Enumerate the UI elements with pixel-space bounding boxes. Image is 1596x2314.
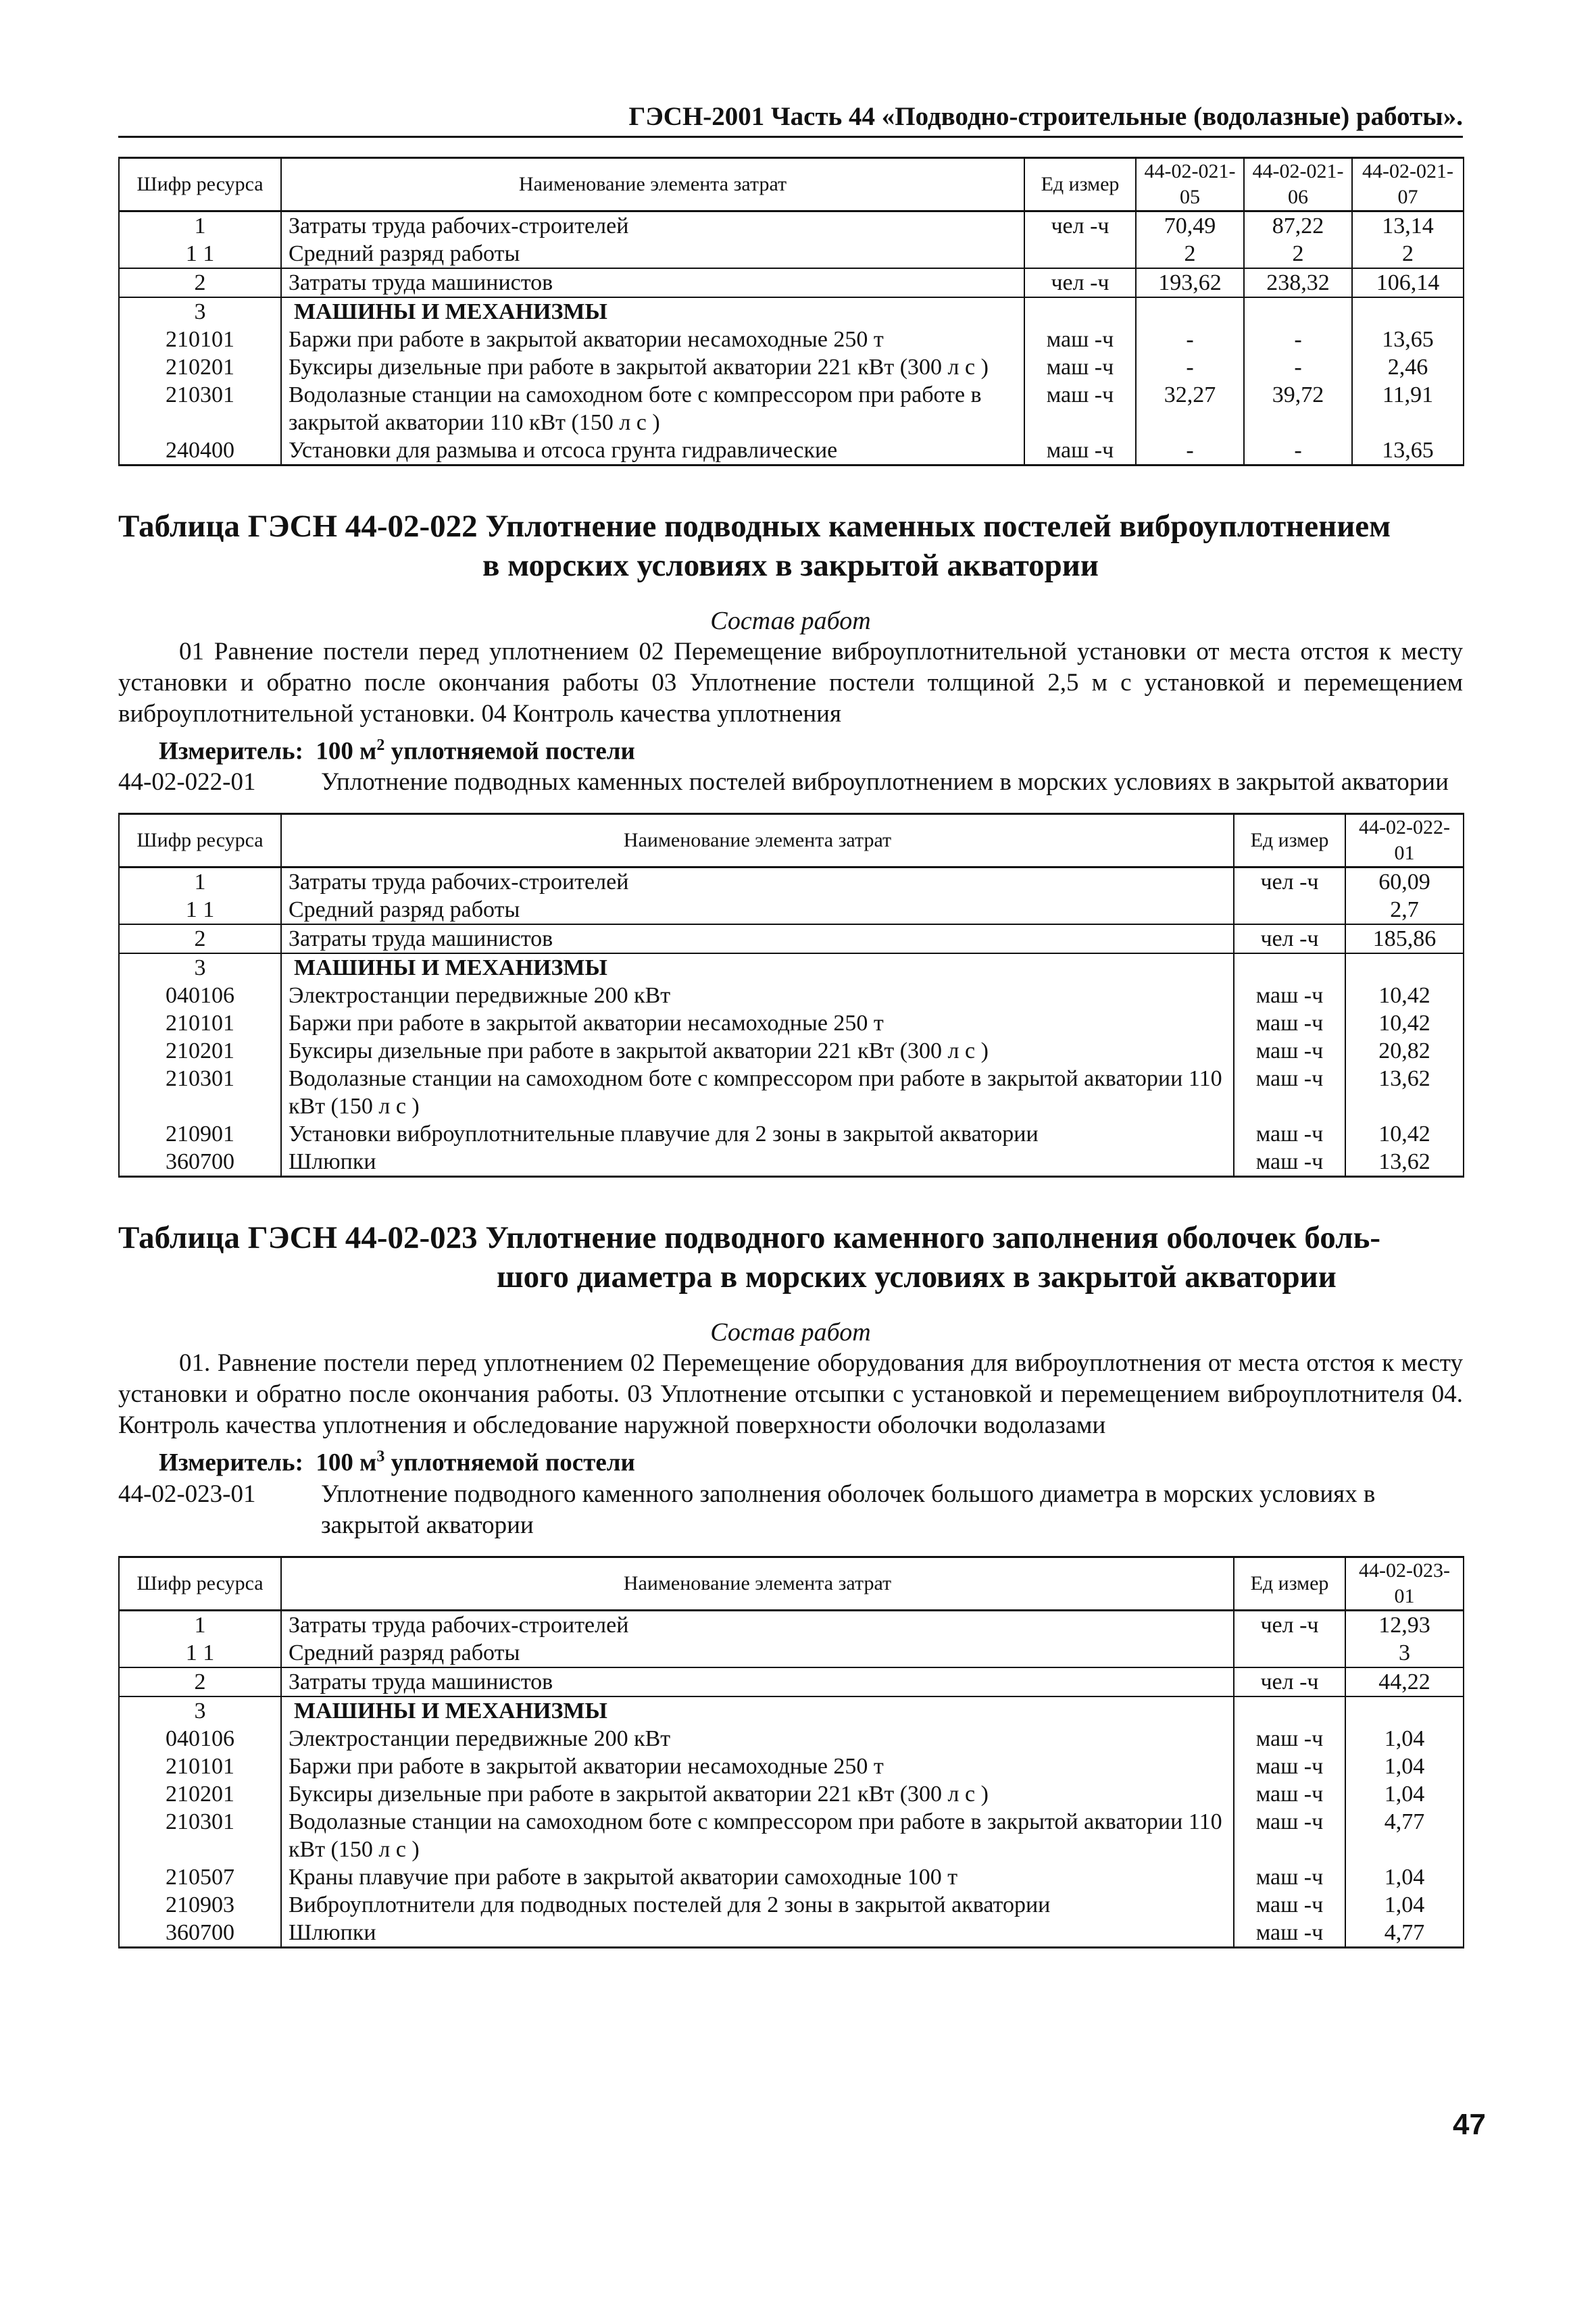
value-cell: 106,14: [1352, 268, 1464, 297]
resource-name-cell: Затраты труда машинистов: [281, 268, 1024, 297]
resource-name-cell: Электростанции передвижные 200 кВт: [281, 982, 1234, 1009]
resource-name-cell: Шлюпки: [281, 1148, 1234, 1177]
resource-name-cell: Установки виброуплотнительные плавучие для 2 зоны в закрытой акватории: [281, 1120, 1234, 1148]
value-cell: 185,86: [1345, 924, 1464, 953]
resource-code-cell: 1: [119, 867, 281, 897]
resource-name-cell: Затраты труда машинистов: [281, 924, 1234, 953]
work-composition-text: 01 Равнение постели перед уплотнением 02 Перемещение виброуплотнительной установки от места отстоя к месту установки и обратно после окончания работы 03 Уплотнение постели толщиной 2,5 м с установкой и перемещением виброуплотнительной установки. 04 Контроль качества уплотнения: [118, 638, 1463, 728]
value-cell: 87,22: [1244, 211, 1352, 241]
value-cell: 70,49: [1136, 211, 1244, 241]
value-cell: 3: [1345, 1639, 1464, 1667]
unit-cell: маш -ч: [1024, 326, 1136, 353]
resource-code-cell: 210101: [119, 326, 281, 353]
norm-code: 44-02-022-01: [118, 768, 256, 797]
column-header-code: Шифр ресурса: [119, 1557, 281, 1610]
unit-cell: маш -ч: [1234, 1120, 1345, 1148]
table-row: [119, 1891, 1464, 1919]
resource-name-cell: Средний разряд работы: [281, 240, 1024, 268]
unit-cell: маш -ч: [1234, 1891, 1345, 1919]
value-cell: 2,7: [1345, 896, 1464, 924]
resource-name-cell: Затраты труда рабочих-строителей: [281, 867, 1234, 897]
resource-name-cell: МАШИНЫ И МЕХАНИЗМЫ: [281, 1696, 1234, 1725]
unit-cell: [1234, 1639, 1345, 1667]
measure-power: 2: [376, 736, 385, 754]
value-cell: 13,65: [1352, 326, 1464, 353]
running-header: ГЭСН-2001 Часть 44 «Подводно-строительные (водолазные) работы».: [118, 101, 1463, 138]
column-header-name: Наименование элемента затрат: [281, 158, 1024, 211]
value-cell: 10,42: [1345, 1009, 1464, 1037]
resource-name-cell: Установки для размыва и отсоса грунта гидравлические: [281, 436, 1024, 466]
page-number: 47: [1453, 2108, 1486, 2141]
value-cell: 10,42: [1345, 982, 1464, 1009]
table-row: [119, 1148, 1464, 1177]
resource-name-cell: Шлюпки: [281, 1919, 1234, 1948]
value-cell: 1,04: [1345, 1891, 1464, 1919]
resource-code-cell: 1 1: [119, 240, 281, 268]
column-header-unit: Ед измер: [1024, 158, 1136, 211]
resource-name-cell: Водолазные станции на самоходном боте с компрессором при работе в закрытой акватории 110 кВт (150 л с ): [281, 381, 1024, 436]
table-row: [119, 436, 1464, 466]
table-row: [119, 240, 1464, 268]
column-header-norm-1: 44-02-022-01: [1345, 814, 1464, 867]
value-cell: [1345, 953, 1464, 982]
table-row: [119, 326, 1464, 353]
table-title-022: [118, 507, 1463, 585]
table-row: [119, 268, 1464, 297]
value-cell: 2,46: [1352, 353, 1464, 381]
value-cell: 2: [1244, 240, 1352, 268]
resource-name-cell: Средний разряд работы: [281, 896, 1234, 924]
table-row: [119, 1753, 1464, 1780]
unit-cell: маш -ч: [1234, 1725, 1345, 1753]
unit-cell: чел -ч: [1234, 867, 1345, 897]
table-row: [119, 896, 1464, 924]
resource-code-cell: 210301: [119, 381, 281, 436]
resource-name-cell: Буксиры дизельные при работе в закрытой акватории 221 кВт (300 л с ): [281, 353, 1024, 381]
table-title-023: [118, 1218, 1463, 1297]
table-row: [119, 1696, 1464, 1725]
table-row: [119, 1639, 1464, 1667]
unit-cell: [1234, 953, 1345, 982]
value-cell: 12,93: [1345, 1610, 1464, 1639]
resource-code-cell: 360700: [119, 1919, 281, 1948]
unit-cell: чел -ч: [1234, 1610, 1345, 1639]
table-row: [119, 982, 1464, 1009]
unit-cell: маш -ч: [1234, 1863, 1345, 1891]
unit-cell: маш -ч: [1234, 1148, 1345, 1177]
resource-name-cell: Затраты труда машинистов: [281, 1667, 1234, 1696]
column-header-code: Шифр ресурса: [119, 158, 281, 211]
unit-cell: [1024, 240, 1136, 268]
resource-code-cell: 040106: [119, 982, 281, 1009]
measure-unit: [118, 730, 1463, 767]
value-cell: 1,04: [1345, 1863, 1464, 1891]
table-row: [119, 953, 1464, 982]
resource-code-cell: 360700: [119, 1148, 281, 1177]
value-cell: -: [1244, 436, 1352, 466]
resource-name-cell: Виброуплотнители для подводных постелей для 2 зоны в закрытой акватории: [281, 1891, 1234, 1919]
table-row: [119, 1725, 1464, 1753]
unit-cell: чел -ч: [1234, 924, 1345, 953]
work-composition-text: 01. Равнение постели перед уплотнением 02 Перемещение оборудования для виброуплотнения от места отстоя к месту установки и обратно после окончания работы. 03 Уплотнение отсыпки с установкой и перемещением виброуплотнителя 04. Контроль качества уплотнения и обследование наружной поверхности оболочки водолазами: [118, 1349, 1463, 1440]
measure-value: 100 м: [316, 1449, 377, 1477]
norm-code: 44-02-023-01: [118, 1480, 256, 1508]
value-cell: [1352, 297, 1464, 326]
value-cell: 1,04: [1345, 1780, 1464, 1808]
resource-code-cell: 3: [119, 1696, 281, 1725]
table-row: [119, 211, 1464, 241]
table-row: [119, 1863, 1464, 1891]
resource-name-cell: Средний разряд работы: [281, 1639, 1234, 1667]
value-cell: [1345, 1696, 1464, 1725]
value-cell: 2: [1352, 240, 1464, 268]
table-title-line: шого диаметра в морских условиях в закрытой акватории: [497, 1259, 1337, 1295]
resource-name-cell: Водолазные станции на самоходном боте с компрессором при работе в закрытой акватории 110 кВт (150 л с ): [281, 1065, 1234, 1120]
unit-cell: [1234, 1696, 1345, 1725]
resource-code-cell: 210201: [119, 353, 281, 381]
value-cell: -: [1244, 326, 1352, 353]
table-row: [119, 1120, 1464, 1148]
resource-code-cell: 210201: [119, 1780, 281, 1808]
unit-cell: [1024, 297, 1136, 326]
resource-name-cell: МАШИНЫ И МЕХАНИЗМЫ: [281, 297, 1024, 326]
column-header-norm-3: 44-02-021-07: [1352, 158, 1464, 211]
measure-rest: уплотняемой постели: [384, 737, 635, 765]
column-header-norm-2: 44-02-021-06: [1244, 158, 1352, 211]
value-cell: 13,14: [1352, 211, 1464, 241]
unit-cell: маш -ч: [1234, 982, 1345, 1009]
resource-name-cell: Буксиры дизельные при работе в закрытой акватории 221 кВт (300 л с ): [281, 1037, 1234, 1065]
resource-code-cell: 2: [119, 924, 281, 953]
table-title-line: Таблица ГЭСН 44-02-023 Уплотнение подводного каменного заполнения оболочек боль-: [118, 1220, 1381, 1256]
resource-code-cell: 1 1: [119, 1639, 281, 1667]
table-row: [119, 1808, 1464, 1863]
resource-name-cell: Водолазные станции на самоходном боте с компрессором при работе в закрытой акватории 110 кВт (150 л с ): [281, 1808, 1234, 1863]
resource-code-cell: 210201: [119, 1037, 281, 1065]
table-body: [119, 211, 1464, 466]
measure-unit: [118, 1441, 1463, 1478]
table-row: [119, 1919, 1464, 1948]
unit-cell: маш -ч: [1234, 1037, 1345, 1065]
table-body: [119, 867, 1464, 1177]
resource-code-cell: 210301: [119, 1808, 281, 1863]
resource-code-cell: 210507: [119, 1863, 281, 1891]
resource-name-cell: Электростанции передвижные 200 кВт: [281, 1725, 1234, 1753]
value-cell: 2: [1136, 240, 1244, 268]
table-row: [119, 381, 1464, 436]
norm-text: Уплотнение подводного каменного заполнения оболочек большого диаметра в морских условиях в закрытой акватории: [321, 1480, 1376, 1539]
unit-cell: чел -ч: [1024, 211, 1136, 241]
table-row: [119, 1667, 1464, 1696]
table-row: [119, 924, 1464, 953]
value-cell: 60,09: [1345, 867, 1464, 897]
resource-code-cell: 3: [119, 953, 281, 982]
value-cell: 1,04: [1345, 1753, 1464, 1780]
resource-code-cell: 040106: [119, 1725, 281, 1753]
resource-name-cell: Буксиры дизельные при работе в закрытой акватории 221 кВт (300 л с ): [281, 1780, 1234, 1808]
table-row: [119, 1065, 1464, 1120]
value-cell: [1136, 297, 1244, 326]
resource-code-cell: 3: [119, 297, 281, 326]
value-cell: -: [1136, 436, 1244, 466]
unit-cell: чел -ч: [1024, 268, 1136, 297]
table-header-row: [119, 1557, 1464, 1610]
column-header-norm-1: 44-02-023-01: [1345, 1557, 1464, 1610]
value-cell: 44,22: [1345, 1667, 1464, 1696]
unit-cell: маш -ч: [1234, 1919, 1345, 1948]
value-cell: 11,91: [1352, 381, 1464, 436]
resource-table-021: [118, 157, 1464, 466]
table-row: [119, 353, 1464, 381]
value-cell: 193,62: [1136, 268, 1244, 297]
table-title-line: в морских условиях в закрытой акватории: [482, 548, 1099, 583]
value-cell: 32,27: [1136, 381, 1244, 436]
unit-cell: маш -ч: [1024, 436, 1136, 466]
column-header-name: Наименование элемента затрат: [281, 814, 1234, 867]
value-cell: 13,65: [1352, 436, 1464, 466]
value-cell: 13,62: [1345, 1065, 1464, 1120]
resource-code-cell: 2: [119, 268, 281, 297]
column-header-norm-1: 44-02-021-05: [1136, 158, 1244, 211]
table-header-row: [119, 814, 1464, 867]
resource-code-cell: 2: [119, 1667, 281, 1696]
value-cell: 10,42: [1345, 1120, 1464, 1148]
resource-code-cell: 210901: [119, 1120, 281, 1148]
table-body: [119, 1610, 1464, 1947]
measure-value: 100 м: [316, 737, 377, 765]
unit-cell: маш -ч: [1234, 1780, 1345, 1808]
unit-cell: [1234, 896, 1345, 924]
unit-cell: маш -ч: [1234, 1009, 1345, 1037]
value-cell: 13,62: [1345, 1148, 1464, 1177]
resource-code-cell: 210903: [119, 1891, 281, 1919]
value-cell: 238,32: [1244, 268, 1352, 297]
table-header-row: [119, 158, 1464, 211]
table-row: [119, 1037, 1464, 1065]
resource-code-cell: 210101: [119, 1753, 281, 1780]
work-composition-heading: Состав работ: [710, 1318, 871, 1347]
measure-label: Измеритель:: [159, 737, 303, 765]
unit-cell: чел -ч: [1234, 1667, 1345, 1696]
value-cell: 4,77: [1345, 1808, 1464, 1863]
value-cell: 4,77: [1345, 1919, 1464, 1948]
column-header-name: Наименование элемента затрат: [281, 1557, 1234, 1610]
unit-cell: маш -ч: [1234, 1753, 1345, 1780]
resource-code-cell: 1: [119, 211, 281, 241]
value-cell: -: [1136, 353, 1244, 381]
table-row: [119, 1780, 1464, 1808]
table-row: [119, 1009, 1464, 1037]
value-cell: -: [1136, 326, 1244, 353]
resource-name-cell: Краны плавучие при работе в закрытой акватории самоходные 100 т: [281, 1863, 1234, 1891]
column-header-code: Шифр ресурса: [119, 814, 281, 867]
table-row: [119, 1610, 1464, 1639]
resource-name-cell: Баржи при работе в закрытой акватории несамоходные 250 т: [281, 326, 1024, 353]
work-composition-heading: Состав работ: [710, 607, 871, 635]
unit-cell: маш -ч: [1024, 381, 1136, 436]
measure-power: 3: [376, 1448, 385, 1466]
resource-table-022: [118, 813, 1464, 1178]
resource-code-cell: 210301: [119, 1065, 281, 1120]
value-cell: 1,04: [1345, 1725, 1464, 1753]
value-cell: 20,82: [1345, 1037, 1464, 1065]
unit-cell: маш -ч: [1234, 1808, 1345, 1863]
unit-cell: маш -ч: [1024, 353, 1136, 381]
measure-rest: уплотняемой постели: [384, 1449, 635, 1477]
value-cell: [1244, 297, 1352, 326]
resource-name-cell: Затраты труда рабочих-строителей: [281, 211, 1024, 241]
table-row: [119, 297, 1464, 326]
unit-cell: маш -ч: [1234, 1065, 1345, 1120]
table-row: [119, 867, 1464, 897]
norm-text: Уплотнение подводных каменных постелей виброуплотнением в морских условиях в закрытой акватории: [321, 768, 1449, 797]
table-title-line: Таблица ГЭСН 44-02-022 Уплотнение подводных каменных постелей виброуплотнением: [118, 509, 1391, 544]
norm-description: [118, 767, 1463, 798]
resource-name-cell: МАШИНЫ И МЕХАНИЗМЫ: [281, 953, 1234, 982]
value-cell: -: [1244, 353, 1352, 381]
measure-label: Измеритель:: [159, 1449, 303, 1477]
document-page: [118, 101, 1463, 1948]
resource-table-023: [118, 1556, 1464, 1948]
resource-name-cell: Баржи при работе в закрытой акватории несамоходные 250 т: [281, 1009, 1234, 1037]
resource-name-cell: Затраты труда рабочих-строителей: [281, 1610, 1234, 1639]
resource-code-cell: 240400: [119, 436, 281, 466]
column-header-unit: Ед измер: [1234, 1557, 1345, 1610]
column-header-unit: Ед измер: [1234, 814, 1345, 867]
resource-name-cell: Баржи при работе в закрытой акватории несамоходные 250 т: [281, 1753, 1234, 1780]
resource-code-cell: 1: [119, 1610, 281, 1639]
resource-code-cell: 210101: [119, 1009, 281, 1037]
resource-code-cell: 1 1: [119, 896, 281, 924]
norm-description: [118, 1479, 1463, 1541]
value-cell: 39,72: [1244, 381, 1352, 436]
